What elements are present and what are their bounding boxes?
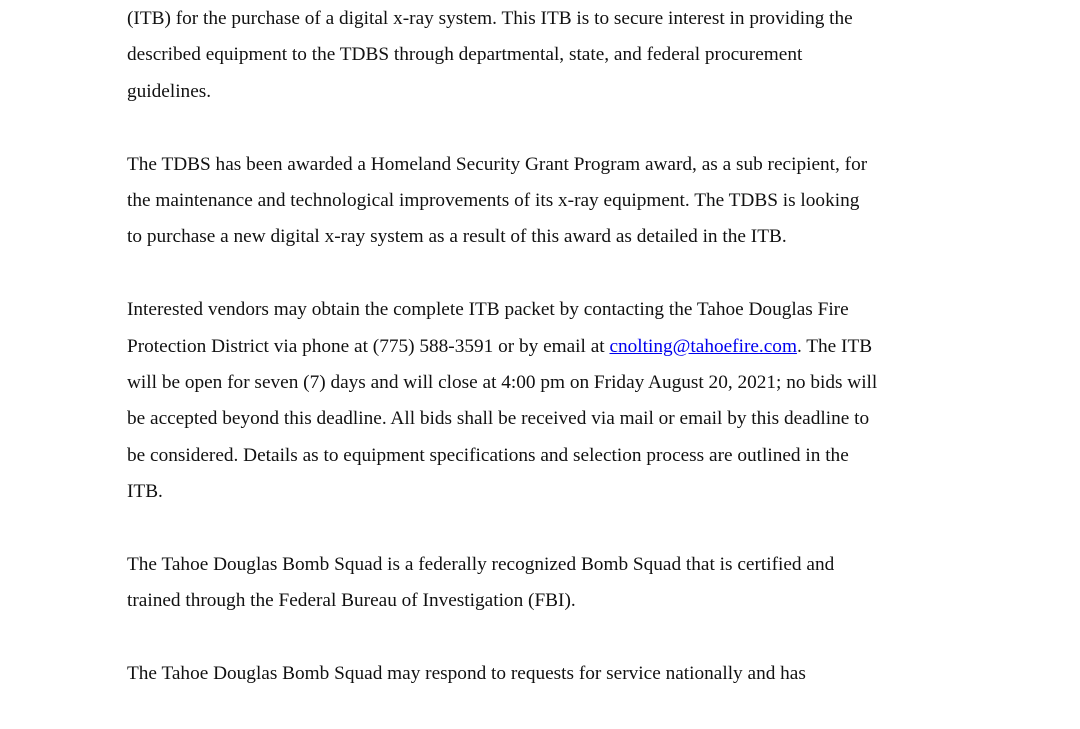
- paragraph-fbi-certification: [127, 547, 967, 620]
- document-page: [127, 1, 967, 729]
- text-line: [127, 329, 967, 365]
- text-line: Interested vendors may obtain the complete ITB packet by contacting the Tahoe Douglas Fire: [127, 299, 849, 321]
- text-line: The TDBS has been awarded a Homeland Security Grant Program award, as a sub recipient, for: [127, 153, 868, 175]
- text-segment: Protection District via phone at (775) 588-3591 or by email at: [127, 335, 610, 357]
- text-line: described equipment to the TDBS through departmental, state, and federal procurement: [127, 44, 803, 66]
- text-line: to purchase a new digital x-ray system as a result of this award as detailed in the ITB.: [127, 226, 787, 248]
- text-line: the maintenance and technological improvements of its x-ray equipment. The TDBS is looking: [127, 189, 860, 211]
- text-line: (ITB) for the purchase of a digital x-ray system. This ITB is to secure interest in providing the: [127, 8, 853, 29]
- text-segment: . The ITB: [796, 335, 873, 357]
- paragraph-itb-purpose: [127, 1, 967, 110]
- paragraph-national-response: [127, 656, 967, 692]
- text-line: be considered. Details as to equipment specifications and selection process are outlined in the: [127, 444, 849, 466]
- text-line: ITB.: [127, 481, 163, 503]
- text-line: be accepted beyond this deadline. All bids shall be received via mail or email by this deadline to: [127, 408, 870, 430]
- text-line: The Tahoe Douglas Bomb Squad is a federally recognized Bomb Squad that is certified and: [127, 553, 835, 575]
- text-line: will be open for seven (7) days and will close at 4:00 pm on Friday August 20, 2021; no bids will: [127, 371, 878, 393]
- paragraph-vendor-contact: [127, 292, 967, 510]
- text-line: trained through the Federal Bureau of Investigation (FBI).: [127, 590, 576, 612]
- text-line: guidelines.: [127, 80, 212, 102]
- email-link[interactable]: cnolting@tahoefire.com: [609, 335, 797, 357]
- paragraph-grant-award: [127, 147, 967, 256]
- text-line: The Tahoe Douglas Bomb Squad may respond to requests for service nationally and has: [127, 663, 806, 685]
